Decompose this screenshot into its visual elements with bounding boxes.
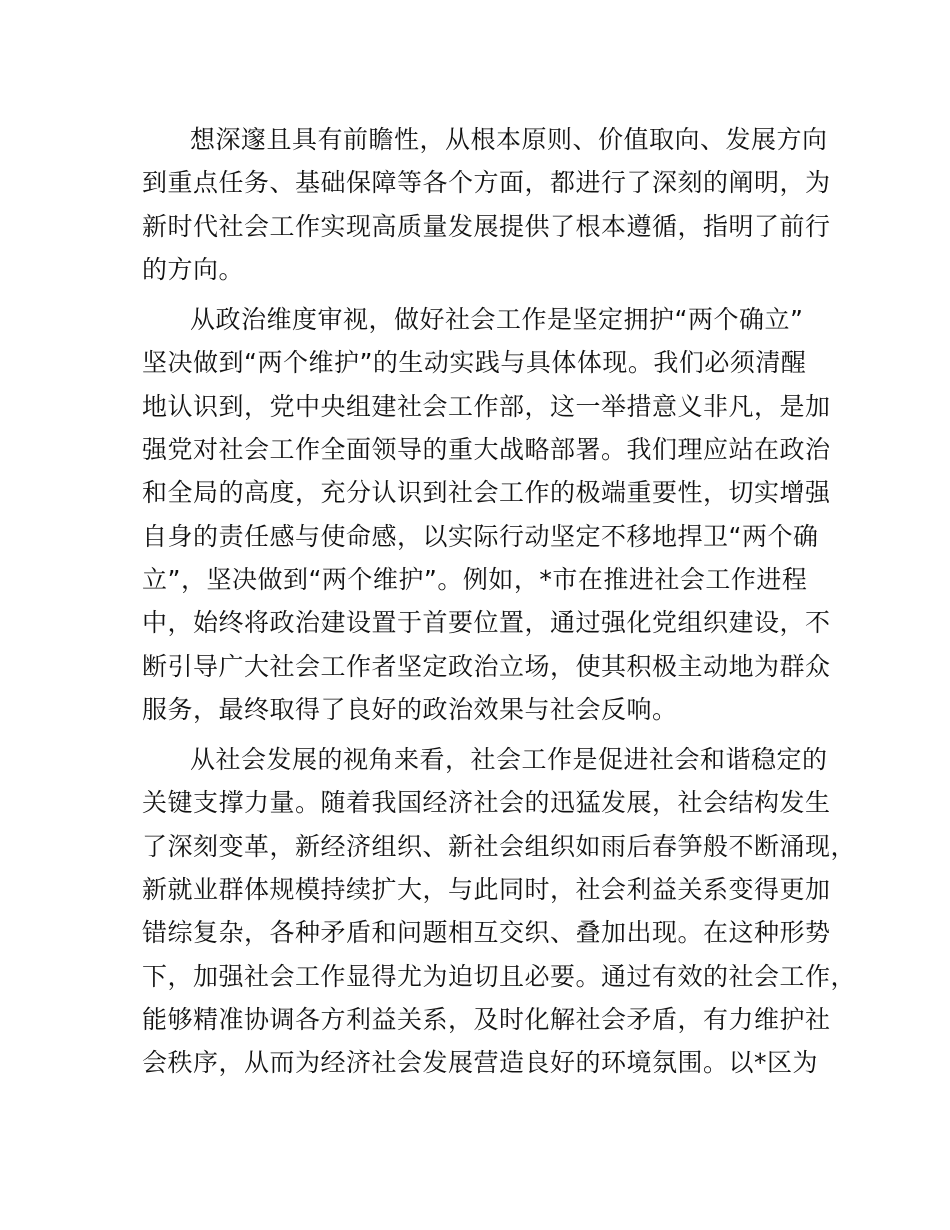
- paragraph-3: [142, 738, 857, 1084]
- text-line: 新就业群体规模持续扩大，与此同时，社会利益关系变得更加: [142, 875, 831, 905]
- text-line: 新时代社会工作实现高质量发展提供了根本遵循，指明了前行: [142, 211, 831, 241]
- paragraph-gap: [142, 291, 842, 298]
- text-line: 自身的责任感与使命感，以实际行动坚定不移地捍卫“两个确: [142, 521, 819, 551]
- text-line: 下，加强社会工作显得尤为迫切且必要。通过有效的社会工作，: [142, 961, 857, 991]
- paragraph-gap: [142, 731, 842, 738]
- paragraph-2: [142, 298, 842, 731]
- text-line: 服务，最终取得了良好的政治效果与社会反响。: [142, 694, 678, 724]
- text-line: 会秩序，从而为经济社会发展营造良好的环境氛围。以*区为: [142, 1048, 819, 1078]
- document-body: [142, 118, 857, 1085]
- text-line: 断引导广大社会工作者坚定政治立场，使其积极主动地为群众: [142, 651, 831, 681]
- text-line: 地认识到，党中央组建社会工作部，这一举措意义非凡，是加: [142, 391, 831, 421]
- text-line: 错综复杂，各种矛盾和问题相互交织、叠加出现。在这种形势: [142, 918, 831, 948]
- text-line: 关键支撑力量。随着我国经济社会的迅猛发展，社会结构发生: [142, 788, 831, 818]
- text-line: 到重点任务、基础保障等各个方面，都进行了深刻的阐明，为: [142, 168, 831, 198]
- text-line: 强党对社会工作全面领导的重大战略部署。我们理应站在政治: [142, 435, 831, 465]
- text-line: 从政治维度审视，做好社会工作是坚定拥护“两个确立”: [190, 305, 804, 335]
- text-line: 了深刻变革，新经济组织、新社会组织如雨后春笋般不断涌现，: [142, 831, 857, 861]
- text-line: 从社会发展的视角来看，社会工作是促进社会和谐稳定的: [190, 745, 828, 775]
- text-line: 和全局的高度，充分认识到社会工作的极端重要性，切实增强: [142, 478, 831, 508]
- text-line: 坚决做到“两个维护”的生动实践与具体体现。我们必须清醒: [142, 348, 807, 378]
- paragraph-1: [142, 118, 842, 291]
- text-line: 立”，坚决做到“两个维护”。例如，*市在推进社会工作进程: [142, 564, 808, 594]
- text-line: 中，始终将政治建设置于首要位置，通过强化党组织建设，不: [142, 608, 831, 638]
- text-line: 的方向。: [142, 254, 245, 284]
- text-line: 能够精准协调各方利益关系，及时化解社会矛盾，有力维护社: [142, 1004, 831, 1034]
- text-line: 想深邃且具有前瞻性，从根本原则、价值取向、发展方向: [190, 125, 828, 154]
